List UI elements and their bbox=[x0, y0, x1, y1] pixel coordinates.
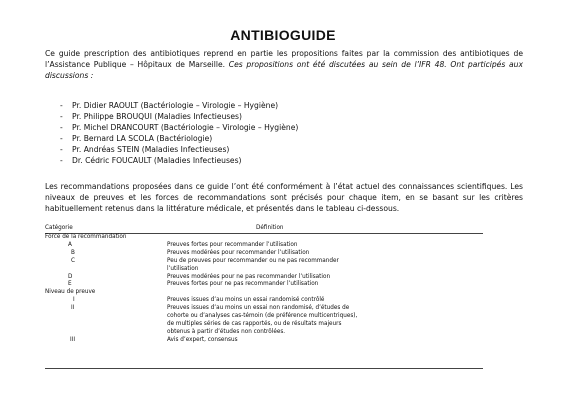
list-dash: - bbox=[60, 112, 63, 121]
participant-name: Pr. Philippe BROUQUI (Maladies Infectieuses) bbox=[72, 112, 242, 121]
table-row bbox=[45, 297, 483, 305]
table-row bbox=[45, 281, 483, 289]
table-category: E bbox=[68, 281, 72, 288]
table-category: C bbox=[71, 257, 75, 264]
table-row bbox=[45, 242, 483, 250]
page-title: ANTIBIOGUIDE bbox=[230, 27, 336, 43]
table-row bbox=[45, 250, 483, 258]
intro-text-part2: Ces propositions ont été discutées au sein de l’IFR 48. Ont participés aux discussions : bbox=[45, 60, 523, 80]
list-dash: - bbox=[60, 123, 63, 132]
table-row bbox=[45, 337, 483, 345]
table-definition: Preuves fortes pour ne pas recommander l’utilisation bbox=[167, 281, 319, 288]
table-definition: Preuves fortes pour recommander l’utilisation bbox=[167, 241, 298, 248]
participant-item bbox=[60, 144, 298, 155]
participant-item bbox=[60, 100, 298, 111]
list-dash: - bbox=[60, 156, 63, 165]
participant-item bbox=[60, 111, 298, 122]
table-row bbox=[45, 274, 483, 282]
table-bottom-rule bbox=[45, 368, 483, 369]
header-definition: Définition bbox=[256, 225, 284, 231]
list-dash: - bbox=[60, 101, 63, 110]
list-dash: - bbox=[60, 134, 63, 143]
table-category: II bbox=[71, 305, 75, 312]
table-row bbox=[45, 305, 483, 337]
participants-list bbox=[60, 100, 298, 166]
table-category: A bbox=[68, 241, 72, 248]
table-definition: Preuves issues d’au moins un essai randomisé contrôlé bbox=[167, 297, 325, 304]
header-category: Catégorie bbox=[45, 225, 73, 231]
participant-name: Pr. Michel DRANCOURT (Bactériologie – Virologie – Hygiène) bbox=[72, 123, 299, 132]
table-section-label: Niveau de preuve bbox=[45, 289, 96, 296]
recommendations-paragraph: Les recommandations proposées dans ce guide l’ont été conformément à l’état actuel des connaissances scientifiques. Les niveaux de preuves et les forces de recommandations sont précisés pour chaque item, en se basant sur les critères habituellement retenus dans la littérature médicale, et présentés dans le tableau ci-dessous. bbox=[45, 182, 523, 213]
participant-name: Pr. Bernard LA SCOLA (Bactériologie) bbox=[72, 134, 213, 143]
table-definition: Avis d’expert, consensus bbox=[167, 336, 238, 343]
table-category: III bbox=[70, 336, 76, 343]
table-body bbox=[45, 234, 483, 345]
table-definition: Preuves modérées pour ne pas recommander l’utilisation bbox=[167, 273, 331, 280]
intro-text-part1: Ce guide prescription des antibiotiques reprend en partie les propositions faites par la commission des antibiotiques de l’Assistance Publique – Hôpitaux de Marseille. bbox=[45, 49, 523, 69]
table-definition: Preuves modérées pour recommander l’utilisation bbox=[167, 249, 310, 256]
table-header bbox=[45, 224, 483, 234]
participant-item bbox=[60, 122, 298, 133]
table-row bbox=[45, 234, 483, 242]
list-dash: - bbox=[60, 145, 63, 154]
participant-name: Pr. Didier RAOULT (Bactériologie – Virologie – Hygiène) bbox=[72, 101, 279, 110]
table-category: D bbox=[68, 273, 73, 280]
participant-item bbox=[60, 155, 298, 166]
table-row bbox=[45, 258, 483, 274]
table-definition: Preuves issues d’au moins un essai non randomisé, d’études de cohorte ou d’analyses cas-témoin (de préférence multicentriques), de multiples séries de cas rapportés, ou de résultats majeurs obtenus à partir d’études non contrôlées. bbox=[167, 305, 358, 335]
table-category: B bbox=[71, 249, 75, 256]
table-category: I bbox=[73, 297, 75, 304]
categories-table bbox=[45, 224, 483, 345]
intro-paragraph bbox=[45, 48, 523, 81]
participant-name: Dr. Cédric FOUCAULT (Maladies Infectieuses) bbox=[72, 156, 242, 165]
table-section-label: Force de la recommandation bbox=[45, 234, 127, 240]
table-definition: Peu de preuves pour recommander ou ne pas recommander l’utilisation bbox=[167, 257, 339, 272]
participant-name: Pr. Andréas STEIN (Maladies Infectieuses) bbox=[72, 145, 230, 154]
participant-item bbox=[60, 133, 298, 144]
